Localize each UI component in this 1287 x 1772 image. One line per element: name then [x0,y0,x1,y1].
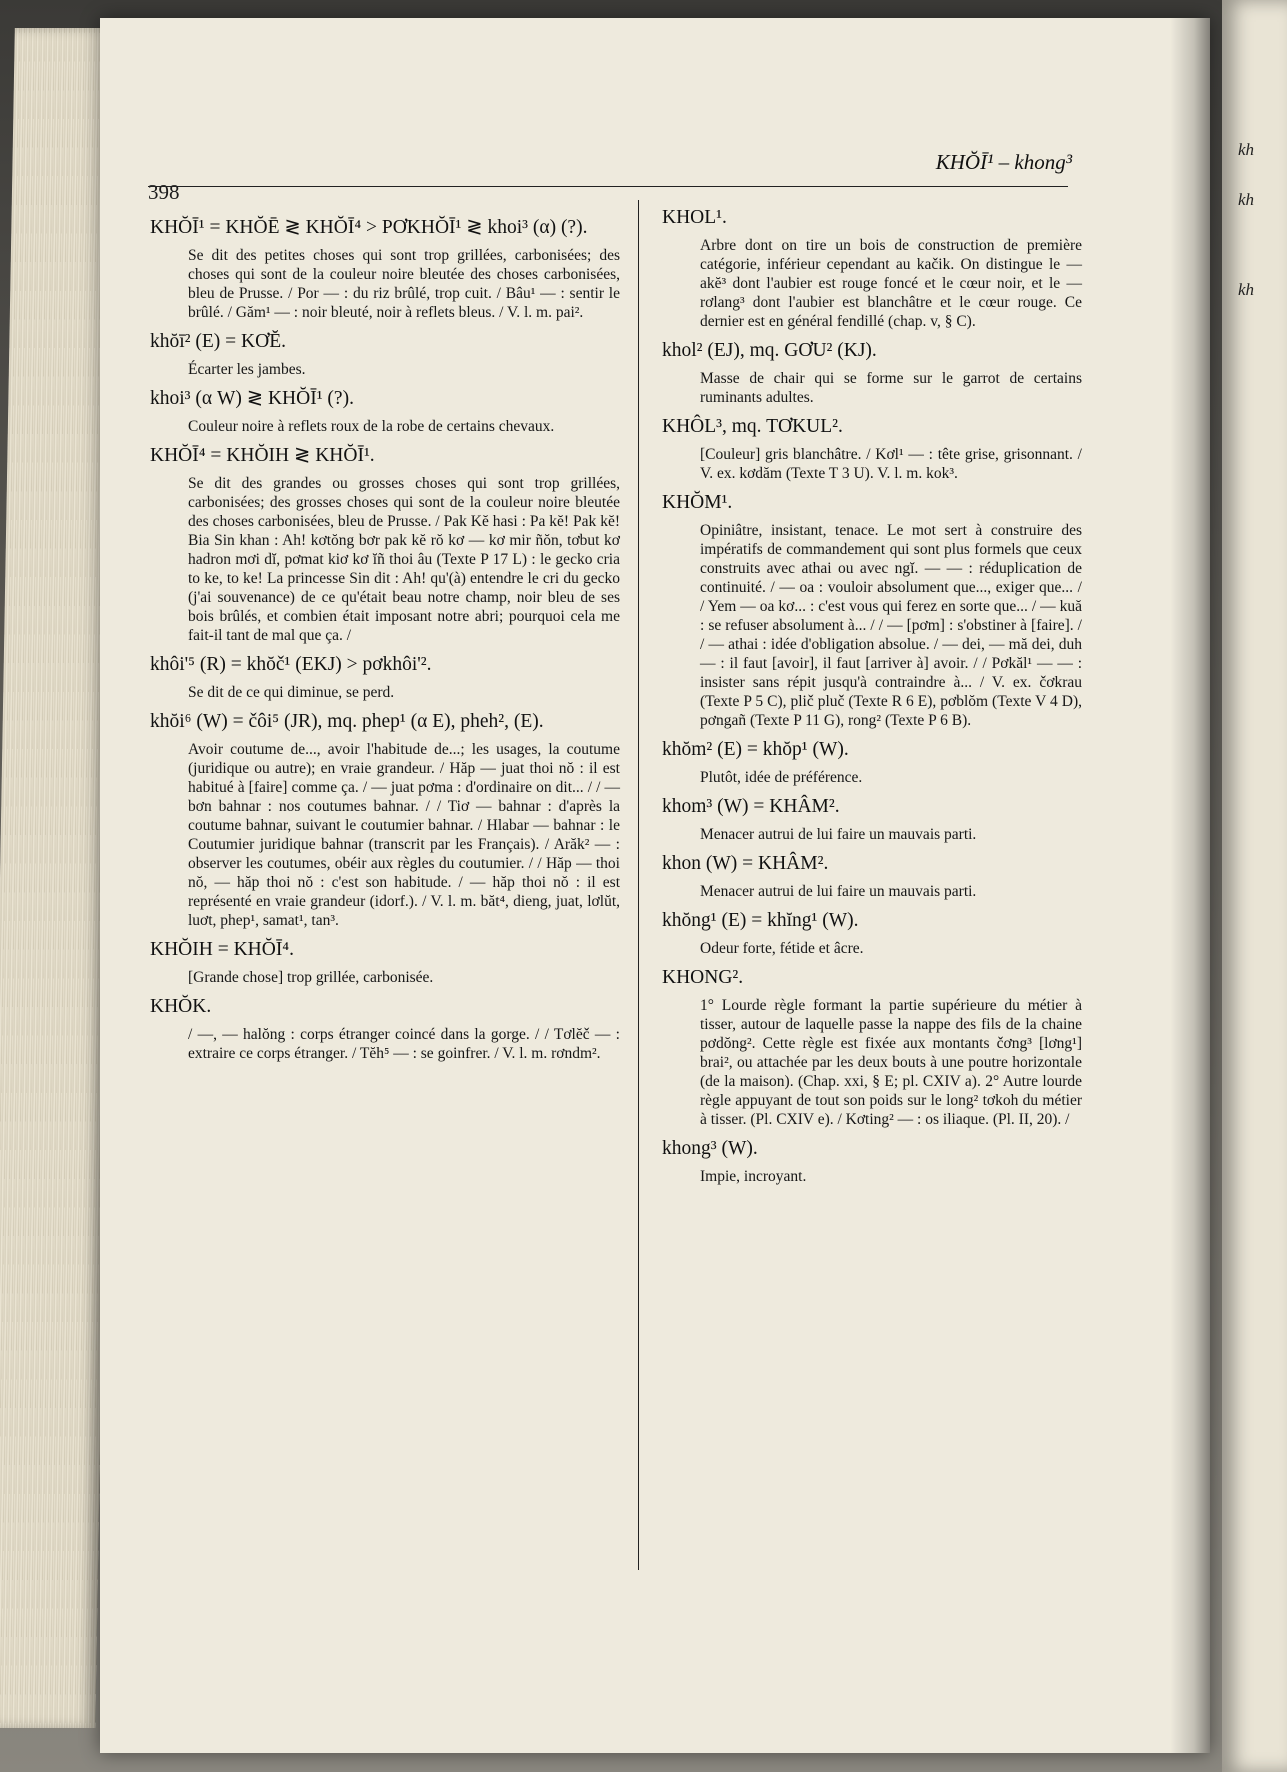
entry-headword: khŏī² (E) = KƠĔ. [150,331,286,352]
entry-headword: KHÔL³, mq. TƠKUL². [662,416,843,437]
entry-definition: Écarter les jambes. [188,361,306,378]
dictionary-entry [150,387,620,436]
entry-definition: Se dit de ce qui diminue, se perd. [188,684,395,701]
entry-headword: khôi'⁵ (R) = khŏč¹ (EKJ) > pơkhôi'². [150,654,432,675]
dictionary-entry [662,966,1082,1129]
dictionary-entry [662,738,1082,787]
entry-headword: khol² (EJ), mq. GƠU² (KJ). [662,340,877,361]
entry-headword: khŏm² (E) = khŏp¹ (W). [662,739,849,760]
entry-headword: khong³ (W). [662,1138,758,1159]
dictionary-entry [150,444,620,645]
facing-page-fragment: kh [1238,280,1255,299]
entry-headword: KHŎĪ¹ = KHŎĒ ≷ KHŎĪ⁴ > PƠKHŎĪ¹ ≷ khoi³ (α) (?). [150,217,588,238]
dictionary-entry [150,653,620,702]
entry-headword: KHŎK. [150,996,212,1017]
dictionary-entry [662,1137,1082,1186]
entry-definition: [Grande chose] trop grillée, carbonisée. [188,969,434,986]
dictionary-entry [662,415,1082,483]
entry-definition: Menacer autrui de lui faire un mauvais parti. [700,826,977,843]
dictionary-entry [662,852,1082,901]
entry-definition: Impie, incroyant. [700,1168,807,1185]
entry-headword: khoi³ (α W) ≷ KHŎĪ¹ (?). [150,388,354,409]
entry-headword: KHŎM¹. [662,492,733,513]
dictionary-entry [150,710,620,930]
entry-definition: Masse de chair qui se forme sur le garrot de certains ruminants adultes. [700,370,1082,406]
entry-definition: Arbre dont on tire un bois de construction de première catégorie, inférieur cependant au kačik. On distingue le — akĕ³ dont l'aubier est rouge foncé et le cœur noir, et le — rơlang³ dont l'aubier est blanchâtre et le cœur rouge. Ce dernier est en général fendillé (chap. v, § C). [700,237,1082,330]
entry-definition: Odeur forte, fétide et âcre. [700,940,864,957]
right-column [662,202,1082,1194]
left-column [150,212,620,1071]
dictionary-entry [150,995,620,1063]
dictionary-entry [662,909,1082,958]
dictionary-entry [662,206,1082,331]
page-number: 398 [148,180,180,204]
entry-headword: khon (W) = KHÂM². [662,853,829,874]
entry-definition: Se dit des petites choses qui sont trop grillées, carbonisées; des choses qui sont de la couleur noire bleutée des choses carbonisées, bleu de Prusse. / Por — : du riz brûlé, trop cuit. / Bâu¹ — : sentir le brûlé. / Găm¹ — : noir bleuté, noir à reflets bleus. / V. l. m. pai². [188,247,620,321]
entry-definition: Menacer autrui de lui faire un mauvais parti. [700,883,977,900]
dictionary-entry [662,339,1082,407]
facing-page [1222,0,1287,1772]
page-gutter-shadow [1170,18,1210,1753]
entry-definition: Opiniâtre, insistant, tenace. Le mot sert à construire des impératifs de commandement qui sont plus formels que ceux construits avec athai ou avec ngĭ. — — : réduplication de continuité. / — oa : vouloir absolument que..., exiger que... / / Yem — oa kơ... : c'est vous qui ferez en sorte que... / — kuă : se refuser absolument à... / / — [pơm] : s'obstiner à [faire]. / / — athai : idée d'obligation absolue. / — dei, — mă dei, duh — : il faut [avoir], il faut [arriver à] avoir. / / Pơkăl¹ — — : insister sans répit jusqu'à contraindre à... / V. ex. čơkrau (Texte P 5 C), plič pluč (Texte R 6 E), pơblŏm (Texte V 4 D), pơngañ (Texte P 11 G), rong² (Texte P 6 B). [700,522,1082,729]
entry-headword: khŏi⁶ (W) = čôi⁵ (JR), mq. phep¹ (α E), pheh², (E). [150,711,544,732]
entry-headword: khom³ (W) = KHÂM². [662,796,840,817]
facing-page-fragment: kh [1238,190,1255,209]
dictionary-entry [150,938,620,987]
entry-definition: 1° Lourde règle formant la partie supérieure du métier à tisser, autour de laquelle passe la nappe des fils de la chaine pơdŏng². Cette règle est fixée aux montants čơng³ [lơng¹] brai², ou attachée par les deux bouts à une poutre horizontale (de la maison). (Chap. xxi, § E; pl. CXIV a). 2° Autre lourde règle appuyant de tout son poids sur le long² tơkoh du métier à tisser. (Pl. CXIV e). / Kơting² — : os iliaque. (Pl. II, 20). / [700,997,1082,1128]
entry-definition: Avoir coutume de..., avoir l'habitude de...; les usages, la coutume (juridique ou autre); en vraie grandeur. / Hăp — juat thoi nŏ : il est habitué à [faire] comme ça. / — juat pơma : d'ordinaire on dit... / / — bơn bahnar : nos coutumes bahnar. / / Tiơ — bahnar : d'après la coutume bahnar, suivant le coutumier bahnar. / Hlabar — bahnar : le Coutumier juridique bahnar (transcrit par les Français). / Arăk² — : observer les coutumes, obéir aux règles du coutumier. / / Hăp — thoi nŏ, — hăp thoi nŏ : c'est son habitude. / — hăp thoi nŏ : il est représenté en vraie grandeur (idorf.). / V. l. m. băt⁴, dieng, juat, lơlŭt, luơt, phep¹, samat¹, tan³. [188,741,620,929]
entry-definition: Plutôt, idée de préférence. [700,769,863,786]
dictionary-entry [662,795,1082,844]
entry-definition: / —, — halŏng : corps étranger coincé dans la gorge. / / Tơlĕč — : extraire ce corps étranger. / Tĕh⁵ — : se goinfrer. / V. l. m. rơndm². [188,1026,620,1062]
entry-headword: KHŎĪ⁴ = KHŎIH ≷ KHŎĪ¹. [150,445,375,466]
dictionary-entry [662,491,1082,730]
header-rule [148,186,1068,187]
entry-headword: KHŎIH = KHŎĪ⁴. [150,939,294,960]
entry-headword: khŏng¹ (E) = khĭng¹ (W). [662,910,859,931]
entry-definition: [Couleur] gris blanchâtre. / Kơl¹ — : tête grise, grisonnant. / V. ex. kơdăm (Texte T 3 U). V. l. m. kok³. [700,446,1082,482]
dictionary-entry [150,216,620,322]
entry-headword: KHOL¹. [662,207,727,228]
entry-definition: Se dit des grandes ou grosses choses qui sont trop grillées, carbonisées; des grosses choses qui sont de la couleur noire bleutée des choses carbonisées, bleu de Prusse. / Pak Kĕ hasi : Pa kĕ! Pak kĕ! Bia Sin khan : Ah! kơtŏng bơr pak kĕ rŏ kơ — kơ mir ñŏn, tơbut kơ hadron mơi dĭ, pơmat kiơ kơ ĭñ thoi âu (Texte P 17 L) : le gecko cria to ke, to ke! La princesse Sin dit : Ah! qu'(à) entendre le cri du gecko (j'ai souvenance) de ce qu'était beau notre champ, noir bleu de ses bois brûlés, et combien était imposant notre abri; pourquoi cela me fait-il tant de mal que ça. / [188,475,620,644]
facing-page-fragment: kh [1238,140,1255,159]
running-head: KHŎĪ¹ – khong³ [935,150,1072,174]
entry-definition: Couleur noire à reflets roux de la robe de certains chevaux. [188,418,555,435]
dictionary-entry [150,330,620,379]
entry-headword: KHONG². [662,967,744,988]
column-divider [638,200,639,1570]
